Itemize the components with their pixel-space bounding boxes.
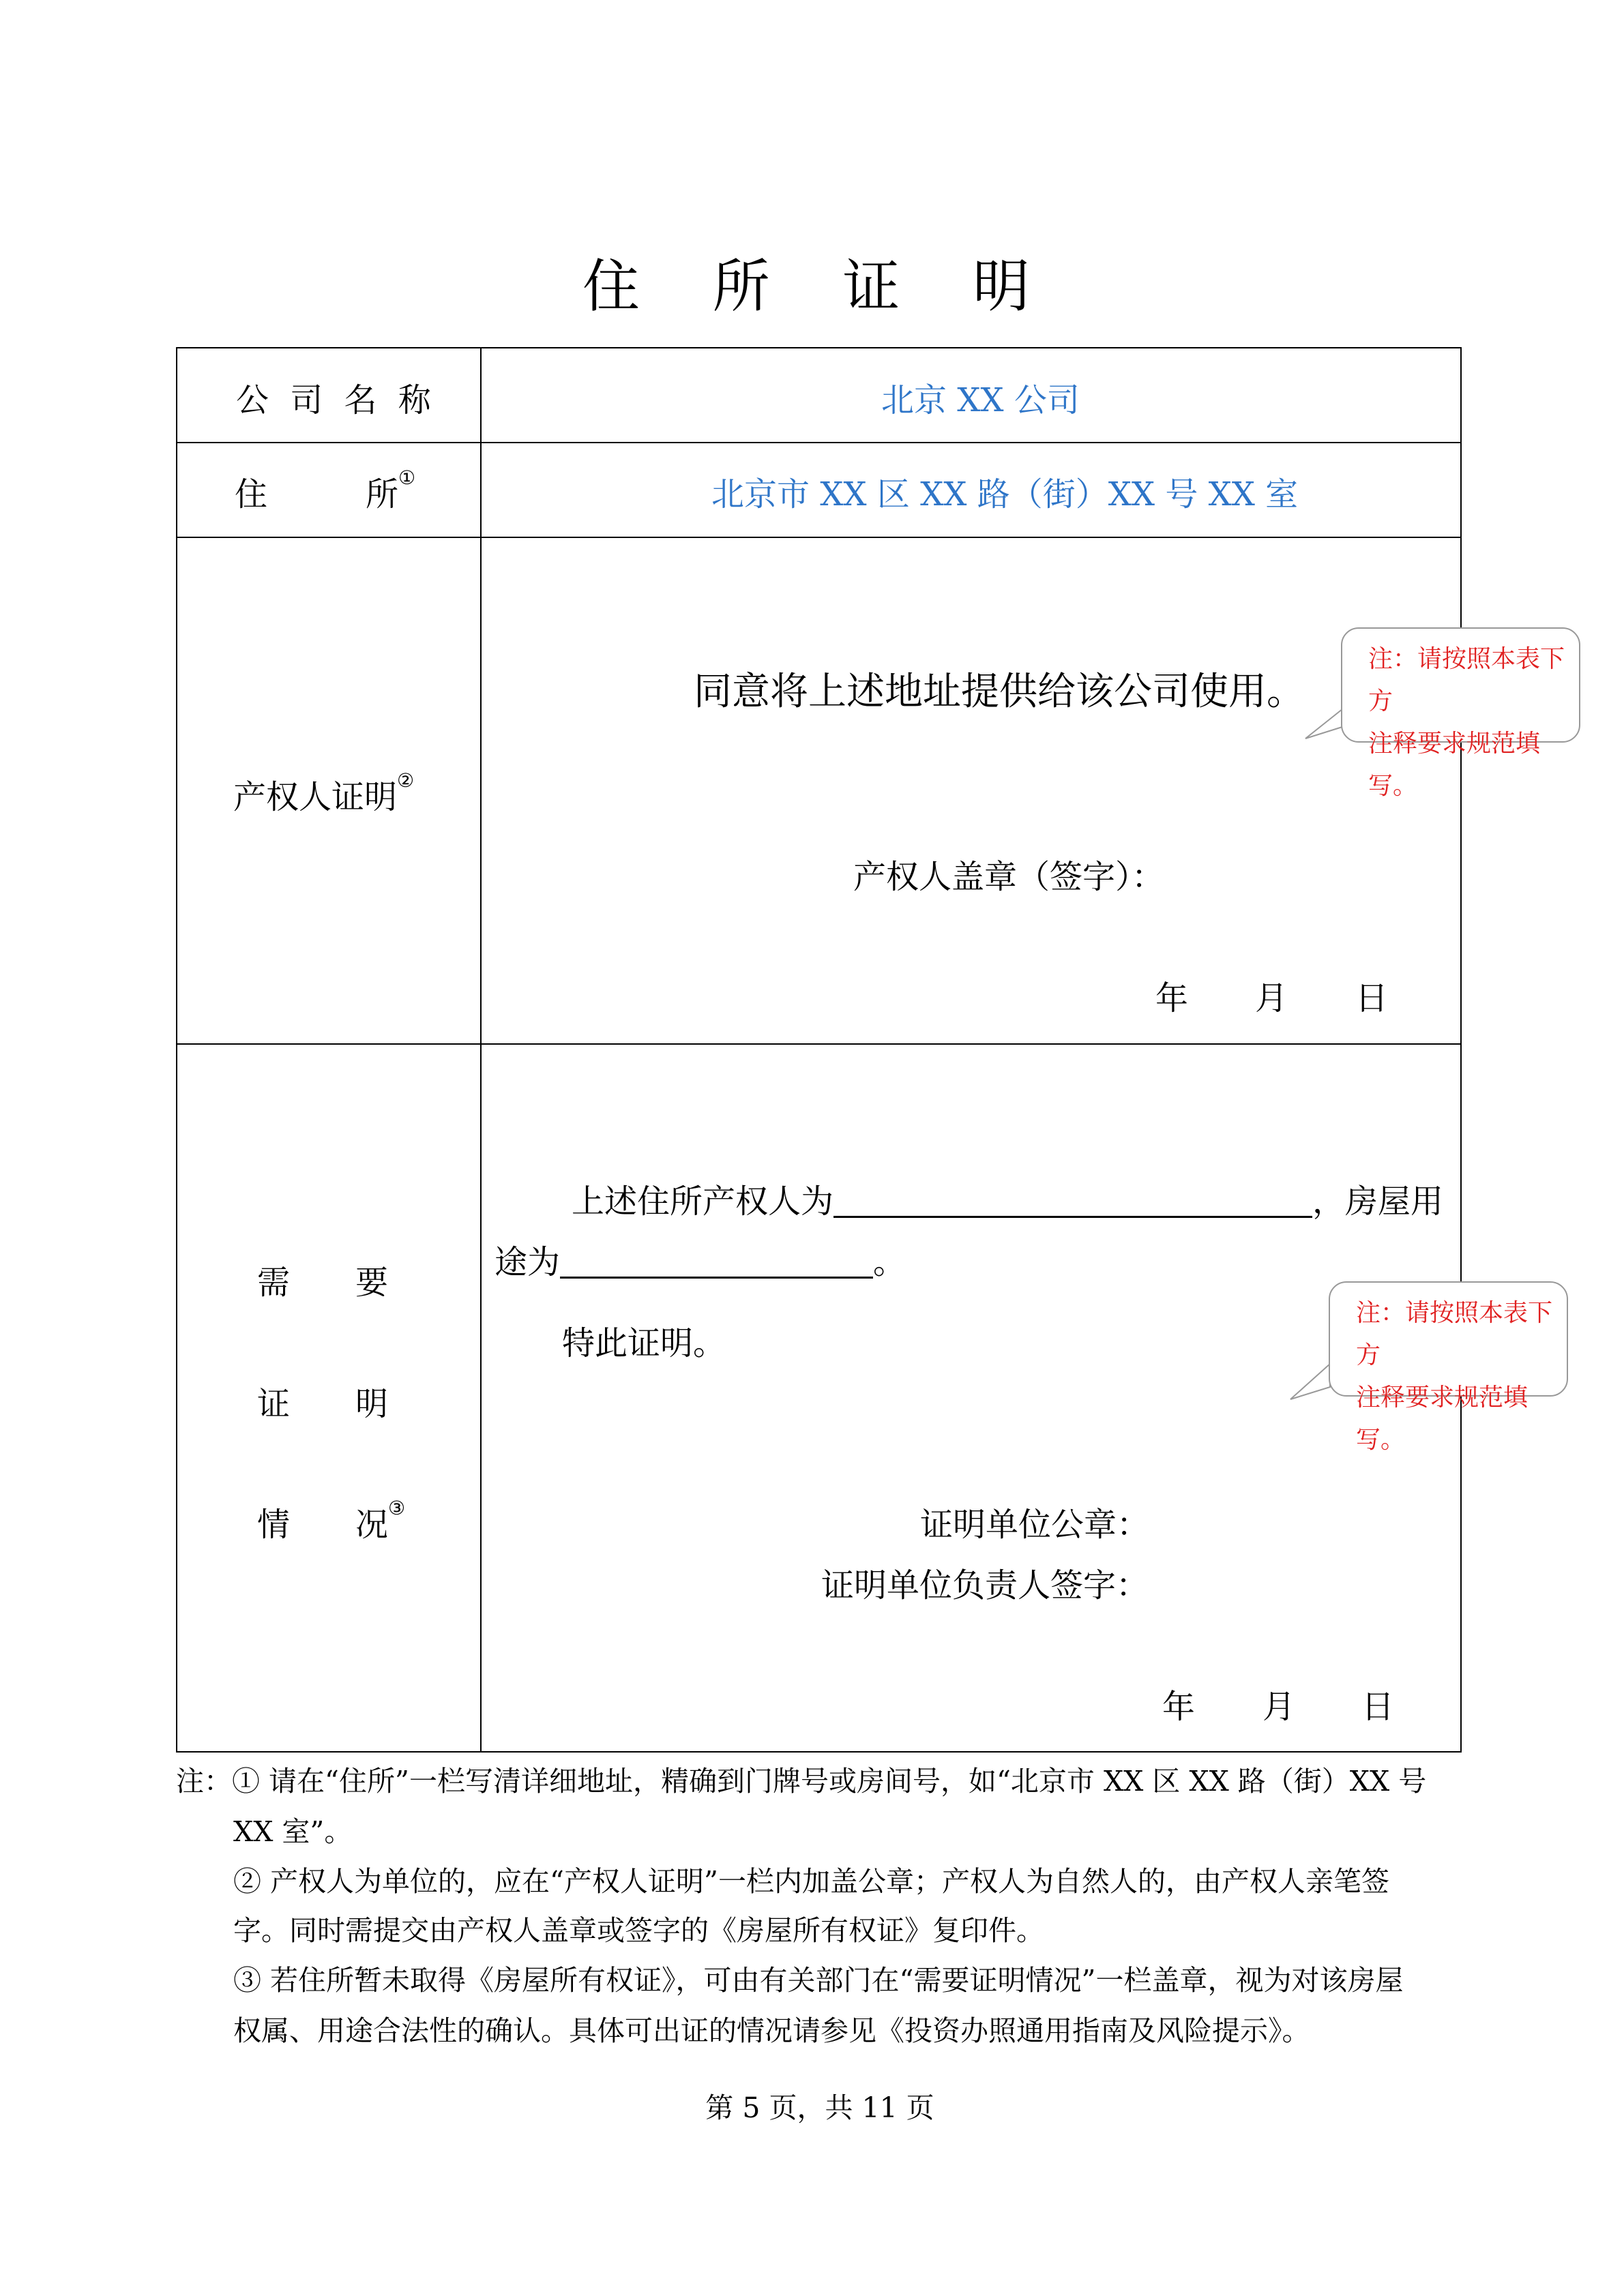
note-mark: ③ bbox=[388, 1497, 406, 1519]
note-mark: ② bbox=[397, 769, 415, 792]
need-line-3: 特此证明。 bbox=[562, 1324, 726, 1362]
page-title: 住 所 证 明 bbox=[582, 253, 1058, 320]
need-line-1: 上述住所产权人为 ，房屋用 bbox=[572, 1182, 1444, 1221]
owner-statement: 同意将上述地址提供给该公司使用。 bbox=[694, 670, 1305, 714]
need-day: 日 bbox=[1361, 1688, 1395, 1726]
need-label-5: 情 bbox=[257, 1506, 291, 1544]
column-divider bbox=[480, 348, 482, 1751]
row-divider bbox=[177, 442, 1460, 443]
row-divider bbox=[177, 1043, 1460, 1045]
owner-day: 日 bbox=[1355, 979, 1389, 1017]
note-3: ③ 若住所暂未取得《房屋所有权证》，可由有关部门在“需要证明情况”一栏盖章，视为对该房屋 bbox=[233, 1964, 1404, 1997]
note-1: 注：① 请在“住所”一栏写清详细地址，精确到门牌号或房间号，如“北京市 XX 区 XX 路（街）XX 号 bbox=[176, 1765, 1427, 1798]
need-label-6: 况③ bbox=[355, 1497, 406, 1544]
unit-seal-label: 证明单位公章： bbox=[920, 1506, 1150, 1544]
callout-note-2 bbox=[1329, 1281, 1568, 1454]
address-label-b: 所① bbox=[366, 466, 416, 513]
unit-sign-label: 证明单位负责人签字： bbox=[821, 1566, 1149, 1605]
need-label-3: 证 bbox=[257, 1385, 291, 1423]
need-month: 月 bbox=[1263, 1688, 1296, 1726]
owner-year: 年 bbox=[1155, 979, 1189, 1017]
note-2: ② 产权人为单位的，应在“产权人证明”一栏内加盖公章；产权人为自然人的，由产权人亲笔签 bbox=[233, 1865, 1389, 1898]
callout-line: 注：请按照本表下方 bbox=[1368, 645, 1565, 715]
owner-seal-label: 产权人盖章（签字）： bbox=[853, 858, 1165, 896]
owner-name-blank[interactable] bbox=[833, 1186, 1312, 1218]
owner-month: 月 bbox=[1255, 979, 1288, 1017]
callout-line: 注释要求规范填写。 bbox=[1368, 730, 1541, 800]
company-name-label: 公 司 名 称 bbox=[236, 381, 437, 419]
need-label-2: 要 bbox=[355, 1264, 389, 1302]
need-label-1: 需 bbox=[257, 1264, 291, 1302]
note-3-cont: 权属、用途合法性的确认。具体可出证的情况请参见《投资办照通用指南及风险提示》。 bbox=[233, 2014, 1310, 2047]
note-1-cont: XX 室”。 bbox=[233, 1815, 353, 1848]
note-mark: ① bbox=[398, 466, 416, 489]
callout-line: 注释要求规范填写。 bbox=[1356, 1384, 1529, 1454]
row-divider bbox=[177, 537, 1460, 538]
note-2-cont: 字。同时需提交由产权人盖章或签字的《房屋所有权证》复印件。 bbox=[233, 1914, 1044, 1947]
address-value: 北京市 XX 区 XX 路（街）XX 号 XX 室 bbox=[711, 475, 1299, 513]
company-name-value: 北京 XX 公司 bbox=[881, 381, 1080, 419]
callout-line: 注：请按照本表下方 bbox=[1356, 1299, 1553, 1369]
need-year: 年 bbox=[1162, 1688, 1196, 1726]
usage-blank[interactable] bbox=[560, 1247, 873, 1279]
owner-proof-label: 产权人证明② bbox=[233, 769, 415, 816]
need-label-4: 明 bbox=[355, 1385, 389, 1423]
address-label-a: 住 bbox=[235, 475, 268, 513]
callout-note-1 bbox=[1341, 627, 1580, 800]
need-line-2: 途为 。 bbox=[494, 1243, 906, 1281]
page-footer: 第 5 页，共 11 页 bbox=[705, 2091, 934, 2124]
